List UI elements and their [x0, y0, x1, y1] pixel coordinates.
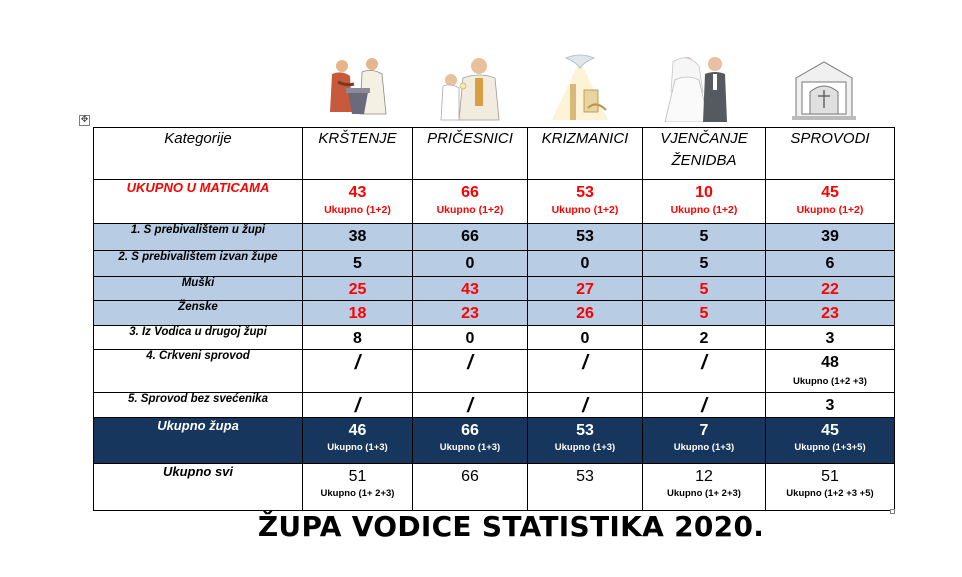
- row-label: 3. Iz Vodica u drugoj župi: [94, 326, 303, 350]
- cell: 27: [528, 277, 643, 301]
- cell: 51 Ukupno (1+2 +3 +5): [766, 464, 895, 511]
- header-vjencanje: [643, 128, 766, 180]
- cell: 0: [528, 251, 643, 277]
- header-sprovodi: SPROVODI: [766, 128, 895, 180]
- document-title: ŽUPA VODICE STATISTIKA 2020.: [257, 510, 765, 543]
- cell: 23: [766, 301, 895, 326]
- cell: 5: [643, 277, 766, 301]
- row-label: 2. S prebivalištem izvan župe: [94, 251, 303, 277]
- statistics-table: [93, 127, 895, 511]
- cell: 5: [303, 251, 413, 277]
- cell: 43 Ukupno (1+2): [303, 180, 413, 224]
- cell: 25: [303, 277, 413, 301]
- cell: 8: [303, 326, 413, 350]
- cell: 23: [413, 301, 528, 326]
- cell: 38: [303, 224, 413, 251]
- cell: 45 Ukupno (1+3+5): [766, 418, 895, 464]
- cell: 46 Ukupno (1+3): [303, 418, 413, 464]
- row-label: Muški: [94, 277, 303, 301]
- cell: /: [528, 393, 643, 418]
- cell: 5: [643, 251, 766, 277]
- cell: 53: [528, 224, 643, 251]
- row-label: UKUPNO U MATICAMA: [94, 180, 303, 224]
- row-label: 4. Crkveni sprovod: [94, 350, 303, 393]
- cell: 0: [413, 326, 528, 350]
- cell: /: [413, 393, 528, 418]
- cell: 6: [766, 251, 895, 277]
- row-ukupno-svi: [94, 464, 895, 511]
- cell: 53 Ukupno (1+2): [528, 180, 643, 224]
- cell: /: [303, 350, 413, 393]
- cell: 26: [528, 301, 643, 326]
- row-ukupno-zupa: [94, 418, 895, 464]
- table-move-handle[interactable]: ✥: [80, 115, 89, 125]
- cell: /: [643, 393, 766, 418]
- cell: 18: [303, 301, 413, 326]
- baptism-icon: [318, 50, 398, 122]
- cell: 3: [766, 393, 895, 418]
- cell: /: [303, 393, 413, 418]
- row-sprovod-bez-svecenika: [94, 393, 895, 418]
- header-krizmanici: KRIZMANICI: [528, 128, 643, 180]
- row-crkveni-sprovod: [94, 350, 895, 393]
- row-label: Ženske: [94, 301, 303, 326]
- row-ukupno-maticama: [94, 180, 895, 224]
- cell: 66: [413, 224, 528, 251]
- cell: 43: [413, 277, 528, 301]
- header-vjencanje-line1: VJENČANJE: [660, 130, 748, 147]
- cell: 10 Ukupno (1+2): [643, 180, 766, 224]
- cell: /: [643, 350, 766, 393]
- cell: 7 Ukupno (1+3): [643, 418, 766, 464]
- cell: 48 Ukupno (1+2 +3): [766, 350, 895, 393]
- cell: 5: [643, 224, 766, 251]
- row-prebivaliste-izvan-zupe: [94, 251, 895, 277]
- funeral-tomb-icon: [786, 50, 862, 122]
- cell: 3: [766, 326, 895, 350]
- cell: /: [413, 350, 528, 393]
- cell: 66 Ukupno (1+2): [413, 180, 528, 224]
- cell: 53 Ukupno (1+3): [528, 418, 643, 464]
- cell: 22: [766, 277, 895, 301]
- cell: 66: [413, 464, 528, 511]
- header-row: [94, 128, 895, 180]
- row-label: 5. Sprovod bez svećenika: [94, 393, 303, 418]
- header-category: Kategorije: [94, 128, 303, 180]
- wedding-icon: [658, 50, 740, 122]
- cell: 66 Ukupno (1+3): [413, 418, 528, 464]
- confirmation-icon: [546, 50, 614, 122]
- row-label: Ukupno župa: [94, 418, 303, 464]
- cell: 0: [528, 326, 643, 350]
- row-label: Ukupno svi: [94, 464, 303, 511]
- cell: 12 Ukupno (1+ 2+3): [643, 464, 766, 511]
- header-pricesnici: PRIČESNICI: [413, 128, 528, 180]
- cell: 39: [766, 224, 895, 251]
- row-zenske: [94, 301, 895, 326]
- cell: 2: [643, 326, 766, 350]
- cell: 51 Ukupno (1+ 2+3): [303, 464, 413, 511]
- cell: 0: [413, 251, 528, 277]
- header-vjencanje-line2: ŽENIDBA: [671, 152, 737, 169]
- cell: 53: [528, 464, 643, 511]
- cell: 5: [643, 301, 766, 326]
- row-iz-vodica-drugoj-zupi: [94, 326, 895, 350]
- row-label: 1. S prebivalištem u župi: [94, 224, 303, 251]
- row-muski: [94, 277, 895, 301]
- header-krstenje: KRŠTENJE: [303, 128, 413, 180]
- cell: 45 Ukupno (1+2): [766, 180, 895, 224]
- cell: /: [528, 350, 643, 393]
- row-prebivaliste-u-zupi: [94, 224, 895, 251]
- first-communion-icon: [432, 50, 514, 122]
